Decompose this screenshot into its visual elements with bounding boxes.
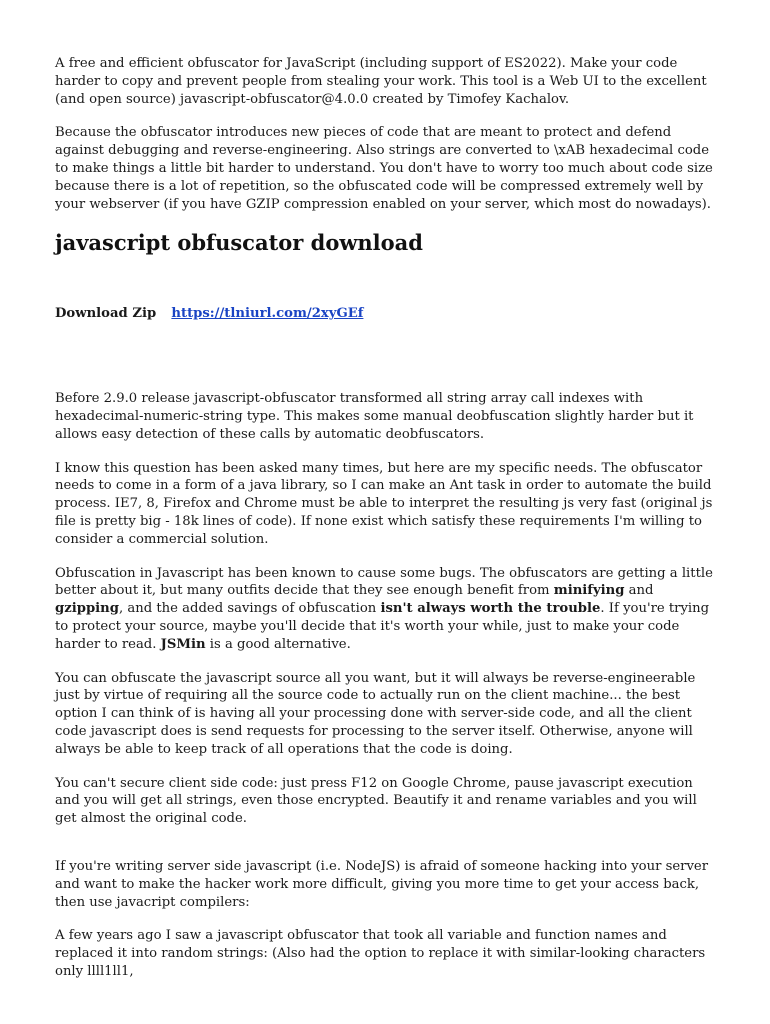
page-heading: javascript obfuscator download (55, 230, 423, 256)
bold-jsmin: JSMin (160, 636, 206, 652)
text-segment: Obfuscation in Javascript has been known to cause some bugs. The obfuscators are getting a little better about it, but many outfits decide that they see enough benefit from (55, 565, 713, 599)
body-paragraph-6: If you're writing server side javascript (i.e. NodeJS) is afraid of someone hacking into your server and want to make the hacker work more difficult, giving you more time to get your access back, then use javacript compilers: (55, 858, 709, 910)
bold-gzipping: gzipping (55, 601, 119, 617)
body-paragraph-7: A few years ago I saw a javascript obfuscator that took all variable and function names and replaced it into random strings: (Also had the option to replace it with similar-looking characters only llll1ll1, (55, 928, 706, 979)
body-paragraph-4: You can obfuscate the javascript source all you want, but it will always be reverse-engineerable just by virtue of requiring all the source code to actually run on the client machine... the best option I can think of is having all your processing done with server-side code, and all the client code javascript does is send requests for processing to the server itself. Otherwise, anyone will always be able to keep track of all operations that the code is doing. (55, 670, 696, 757)
intro-paragraph-2: Because the obfuscator introduces new pieces of code that are meant to protect and defend against debugging and reverse-engineering. Also strings are converted to \xAB hexadecimal code to make things a little bit harder to understand. You don't have to worry too much about code size because there is a lot of repetition, so the obfuscated code will be compressed extremely well by your webserver (if you have GZIP compression enabled on your server, which most do nowadays). (55, 125, 713, 212)
bold-minifying: minifying (553, 583, 625, 599)
text-segment: . If you're trying to protect your source, maybe you'll decide that it's worth your while, just to make your code harder to read. (55, 601, 710, 652)
body-paragraph-3 (55, 565, 717, 654)
document-page (55, 55, 717, 981)
bold-isnt-worth: isn't always worth the trouble (380, 601, 601, 617)
text-segment: , and the added savings of obfuscation (118, 601, 381, 617)
download-label: Download Zip (55, 306, 157, 322)
download-link[interactable]: https://tlniurl.com/2xyGEf (171, 306, 364, 322)
body-paragraph-1: Before 2.9.0 release javascript-obfuscator transformed all string array call indexes with hexadecimal-numeric-string type. This makes some manual deobfuscation slightly harder but it allows easy detection of these calls by automatic deobfuscators. (55, 391, 694, 442)
download-line (55, 305, 717, 323)
text-segment: and (624, 583, 654, 599)
intro-paragraph-1: A free and efficient obfuscator for JavaScript (including support of ES2022). Make your code harder to copy and prevent people from stealing your work. This tool is a Web UI to the excellent (and open source) javascript-obfuscator@4.0.0 created by Timofey Kachalov. (55, 56, 707, 107)
body-paragraph-5: You can't secure client side code: just press F12 on Google Chrome, pause javascript execution and you will get all strings, even those encrypted. Beautify it and rename variables and you will get almost the original code. (55, 775, 697, 827)
body-paragraph-2: I know this question has been asked many times, but here are my specific needs. The obfuscator needs to come in a form of a java library, so I can make an Ant task in order to automate the build process. IE7, 8, Firefox and Chrome must be able to interpret the resulting js very fast (original js file is pretty big - 18k lines of code). If none exist which satisfy these requirements I'm willing to consider a commercial solution. (55, 460, 713, 547)
text-segment: is a good alternative. (205, 636, 351, 652)
